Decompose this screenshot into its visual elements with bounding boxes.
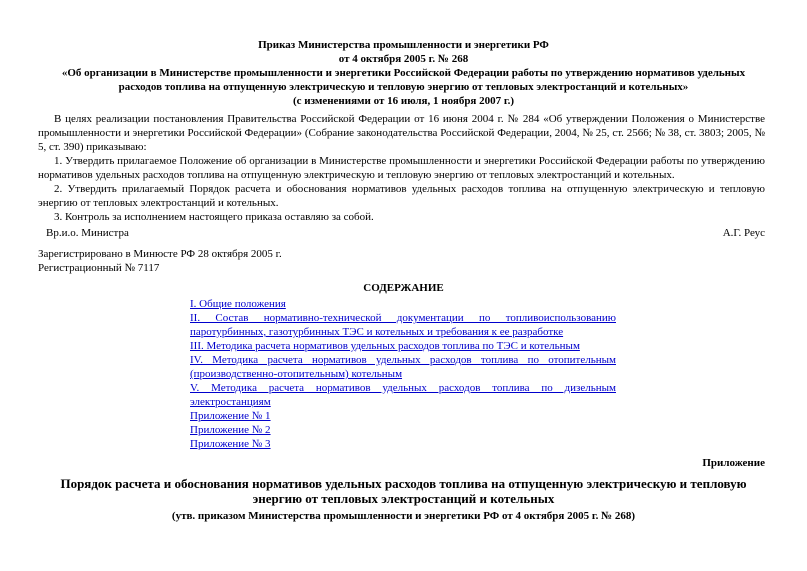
- paragraph-item-3: 3. Контроль за исполнением настоящего приказа оставляю за собой.: [54, 211, 374, 223]
- paragraph-preamble: В целях реализации постановления Правительства Российской Федерации от 16 июня 2004 г. № 284 «Об утверждении Положения о Министерстве промышленности и энергетики Российской Федерации» (Собрание законодательства Российской Федерации, 2004, № 25, ст. 2566; № 38, ст. 3803; 2005, № 5, ст. 390) приказываю:: [38, 113, 765, 153]
- signature-name: А.Г. Реус: [722, 227, 765, 239]
- toc-link-section-3[interactable]: III. Методика расчета нормативов удельных расходов топлива по ТЭС и котельным: [190, 340, 580, 352]
- toc-link-appendix-1[interactable]: Приложение № 1: [190, 410, 271, 422]
- registration-number: Регистрационный № 7117: [38, 262, 160, 274]
- toc-title: СОДЕРЖАНИЕ: [363, 282, 444, 294]
- toc-link-section-2[interactable]: II. Состав нормативно-технической документации по топливоиспользованию паротурбинных, газотурбинных ТЭС и котельных и требования к ее разработке: [190, 312, 616, 338]
- document-body: [38, 112, 765, 224]
- toc-link-appendix-3[interactable]: Приложение № 3: [190, 438, 271, 450]
- appendix-subtitle: (утв. приказом Министерства промышленности и энергетики РФ от 4 октября 2005 г. № 268): [171, 510, 636, 522]
- paragraph-item-2: 2. Утвердить прилагаемый Порядок расчета и обоснования нормативов удельных расходов топлива на отпущенную электрическую и тепловую энергию от тепловых электростанций и котельных.: [38, 183, 765, 209]
- header-subject-line1: «Об организации в Министерстве промышленности и энергетики Российской Федерации работы по утверждению нормативов удельных: [61, 67, 746, 79]
- toc-link-section-4[interactable]: IV. Методика расчета нормативов удельных расходов топлива по отопительным (производственно-отопительным) котельным: [190, 354, 616, 380]
- appendix-title: Порядок расчета и обоснования нормативов удельных расходов топлива на отпущенную электрическую и тепловую энергию от тепловых электростанций и котельных: [60, 476, 747, 506]
- toc-link-section-5[interactable]: V. Методика расчета нормативов удельных расходов топлива по дизельным электростанциям: [190, 382, 616, 408]
- header-subject-line2: расходов топлива на отпущенную электрическую и тепловую энергию от тепловых электростанций и котельных»: [118, 81, 689, 93]
- registration-date: Зарегистрировано в Минюсте РФ 28 октября 2005 г.: [38, 248, 282, 260]
- toc-link-section-1[interactable]: I. Общие положения: [190, 298, 286, 310]
- appendix-label: Приложение: [702, 457, 765, 469]
- registration-info: [38, 247, 282, 275]
- header-amendments: (с изменениями от 16 июля, 1 ноября 2007 г.): [292, 95, 515, 107]
- document-header: [0, 38, 807, 108]
- paragraph-item-1: 1. Утвердить прилагаемое Положение об организации в Министерстве промышленности и энергетики Российской Федерации работы по утверждению нормативов удельных расходов топлива на отпущенную электрическую и тепловую энергию от тепловых электростанций и котельных.: [38, 155, 765, 181]
- header-title: Приказ Министерства промышленности и энергетики РФ: [258, 39, 549, 51]
- header-date: от 4 октября 2005 г. № 268: [338, 53, 469, 65]
- table-of-contents: [190, 297, 616, 451]
- toc-link-appendix-2[interactable]: Приложение № 2: [190, 424, 271, 436]
- signature-position: Вр.и.о. Министра: [46, 227, 129, 239]
